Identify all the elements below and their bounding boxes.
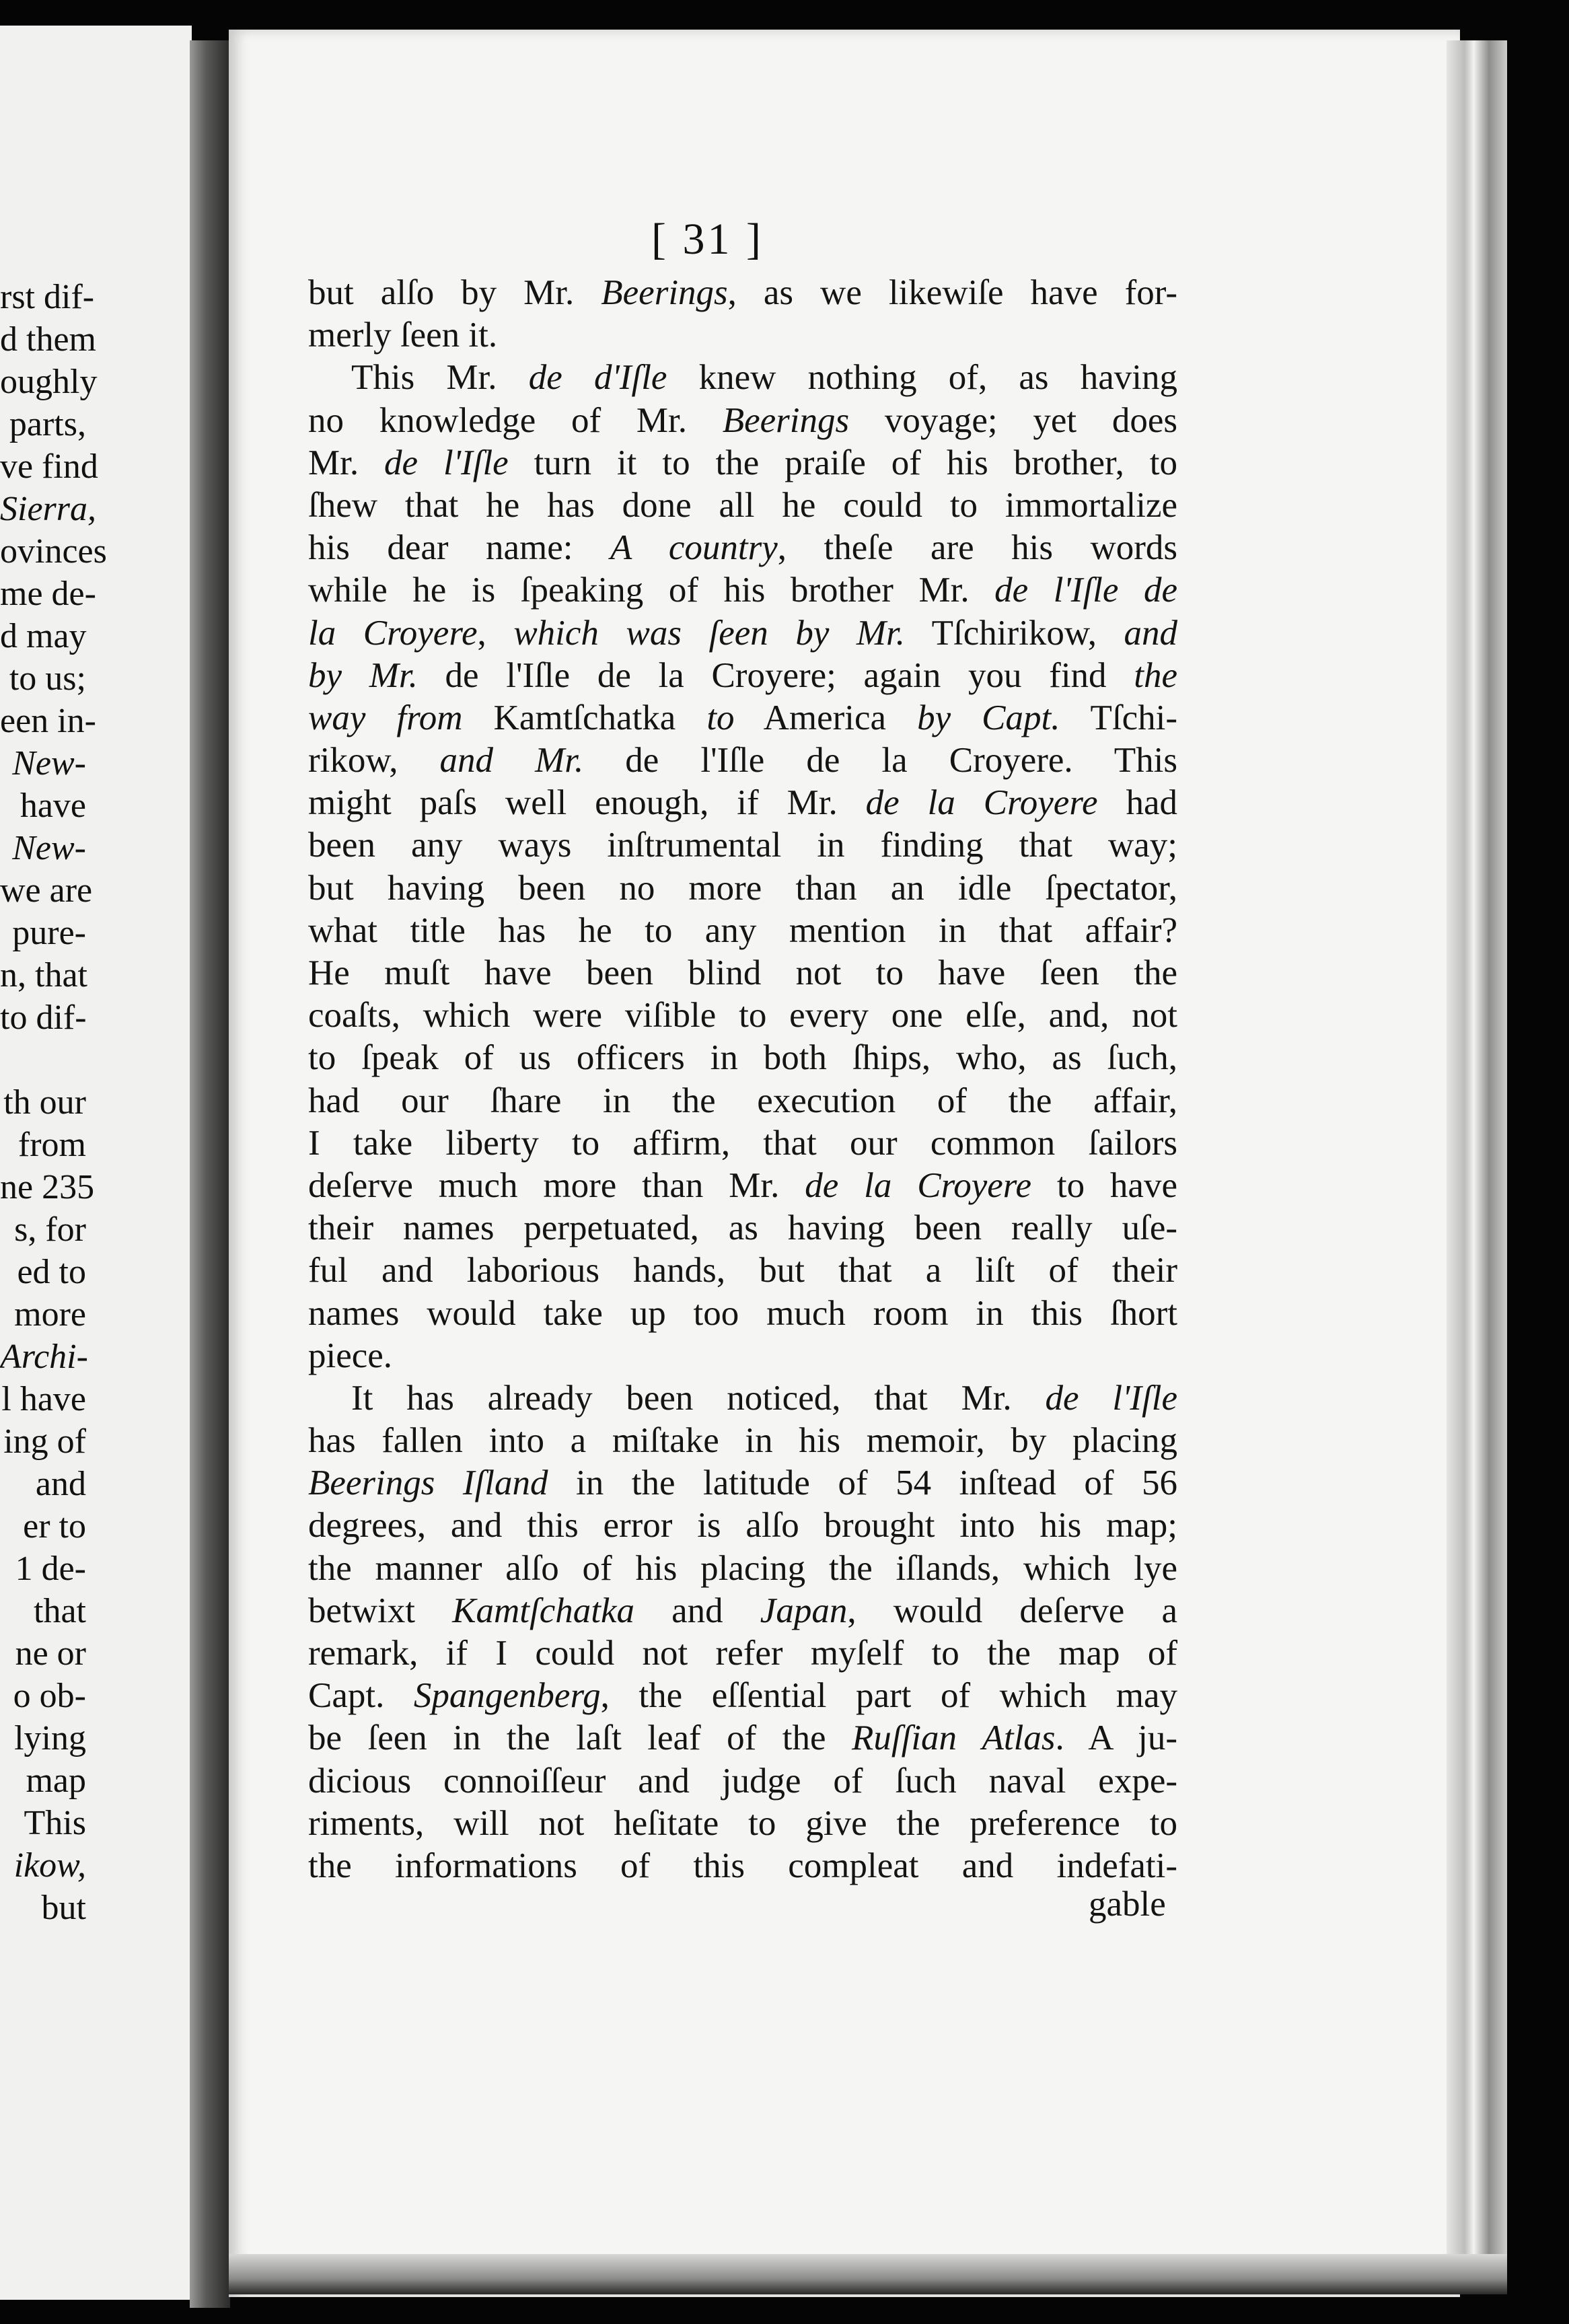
italic-text: Spangenberg xyxy=(413,1676,601,1716)
text-segment: ſhew that he has done all he could to immortalize xyxy=(308,485,1177,525)
text-line xyxy=(308,1462,1177,1504)
text-segment: ful and laborious hands, but that a liſt of their xyxy=(308,1251,1177,1291)
italic-text: A country xyxy=(610,528,778,568)
left-page-line: This xyxy=(24,1804,86,1842)
left-page-line: map xyxy=(26,1762,86,1800)
text-segment: had our ſhare in the execution of the affair, xyxy=(308,1081,1177,1120)
left-page-line: oughly xyxy=(0,363,98,401)
text-segment: merly ſeen it. xyxy=(308,316,498,355)
text-line xyxy=(308,1122,1177,1165)
text-line xyxy=(308,655,1177,697)
text-segment: Tſchi- xyxy=(1060,698,1177,737)
text-segment: , as we likewiſe have for- xyxy=(727,273,1177,312)
text-segment: what title has he to any mention in that affair? xyxy=(308,910,1177,950)
text-line xyxy=(308,484,1177,527)
italic-text: la Croyere xyxy=(308,613,478,653)
text-line xyxy=(308,1080,1177,1122)
text-line xyxy=(308,612,1177,655)
left-page-line: but xyxy=(41,1889,86,1927)
text-segment: the manner alſo of his placing the iſlands, which lye xyxy=(308,1548,1177,1588)
text-segment: and xyxy=(634,1591,760,1630)
italic-text: and Mr. xyxy=(439,741,584,780)
left-page-line: ve find xyxy=(0,447,98,486)
text-segment: while he is ſpeaking of his brother Mr. xyxy=(308,571,995,610)
text-segment: in the latitude of 54 inſtead of 56 xyxy=(548,1463,1178,1503)
text-segment: be ſeen in the laſt leaf of the xyxy=(308,1718,852,1758)
text-line xyxy=(308,527,1177,569)
left-page-line: d may xyxy=(0,617,87,655)
left-page-line: ovinces xyxy=(0,532,107,571)
left-page-line: me de- xyxy=(0,575,96,613)
text-line xyxy=(308,1335,1177,1377)
text-segment: has fallen into a miſtake in his memoir, by placing xyxy=(308,1421,1177,1461)
left-page-line: lying xyxy=(14,1719,86,1757)
text-line xyxy=(308,1293,1177,1335)
text-line xyxy=(308,272,1177,314)
left-page-line: een in- xyxy=(0,702,96,740)
italic-text: de la Croyere xyxy=(805,1165,1031,1205)
left-page-line: ing of xyxy=(3,1422,86,1461)
text-segment: rikow, xyxy=(308,741,440,780)
text-segment: deſerve much more than Mr. xyxy=(308,1165,805,1205)
left-page-line: parts, xyxy=(9,405,86,443)
left-page-line: o ob- xyxy=(13,1677,86,1715)
text-line xyxy=(308,1590,1177,1632)
text-line xyxy=(308,1760,1177,1803)
italic-text: which was ſeen by Mr. xyxy=(513,613,906,653)
italic-text: de d'Iſle xyxy=(528,358,667,398)
text-line xyxy=(308,357,1177,399)
text-segment: but alſo by Mr. xyxy=(308,273,601,312)
text-segment: , xyxy=(477,613,514,653)
text-segment: no knowledge of Mr. xyxy=(308,400,723,440)
page-bottom-edge xyxy=(229,2254,1507,2294)
left-page-line: rst dif- xyxy=(0,278,95,316)
text-line xyxy=(308,952,1177,994)
text-segment: riments, will not heſitate to give the preference to xyxy=(308,1803,1177,1843)
catchword: gable xyxy=(1089,1885,1166,1924)
text-segment: Capt. xyxy=(308,1676,414,1716)
italic-text: Ruſſian Atlas xyxy=(852,1718,1056,1758)
text-line xyxy=(308,314,1177,357)
italic-text: Japan xyxy=(760,1591,848,1630)
page-edges xyxy=(1447,40,1507,2274)
italic-text: by Mr. xyxy=(308,655,418,695)
text-line xyxy=(308,1377,1177,1420)
text-line xyxy=(308,782,1177,824)
left-page-line: to dif- xyxy=(0,998,87,1037)
text-segment: de l'Iſle de la Croyere. This xyxy=(583,741,1177,780)
text-line xyxy=(308,400,1177,442)
left-page-line: Archi- xyxy=(0,1338,88,1376)
text-segment: remark, if I could not refer myſelf to the map of xyxy=(308,1634,1177,1673)
text-segment: knew nothing of, as having xyxy=(667,358,1178,398)
text-segment: , the eſſential part of which may xyxy=(600,1676,1177,1716)
left-page-line: 1 de- xyxy=(15,1550,86,1588)
text-line xyxy=(308,1632,1177,1675)
text-segment: names would take up too much room in this ſhort xyxy=(308,1293,1177,1333)
body-text xyxy=(308,272,1177,1887)
left-page-line: Sierra, xyxy=(0,490,96,528)
italic-text: de l'Iſle xyxy=(1045,1378,1177,1418)
left-page-line: ne or xyxy=(15,1634,86,1673)
left-page-line: ne 235 xyxy=(0,1168,95,1206)
italic-text: de l'Iſle de xyxy=(994,571,1178,610)
text-line xyxy=(308,1420,1177,1462)
left-page xyxy=(0,26,192,2300)
left-page-line xyxy=(0,1039,86,1081)
left-page-line: er to xyxy=(23,1507,86,1546)
left-page-line: d them xyxy=(0,320,96,359)
text-segment: had xyxy=(1097,783,1177,823)
text-segment: de l'Iſle de la Croyere; again you find xyxy=(417,655,1134,695)
text-segment: He muſt have been blind not to have ſeen the xyxy=(308,953,1177,992)
left-page-line: we are xyxy=(0,871,93,910)
text-segment: , would deſerve a xyxy=(847,1591,1177,1630)
text-segment: their names perpetuated, as having been really uſe- xyxy=(308,1208,1177,1248)
text-segment: to ſpeak of us officers in both ſhips, who, as ſuch, xyxy=(308,1038,1177,1078)
text-line xyxy=(308,867,1177,910)
left-page-line: ed to xyxy=(17,1253,86,1291)
text-segment: . A ju- xyxy=(1055,1718,1177,1758)
left-page-line: th our xyxy=(3,1083,86,1122)
italic-text: Beerings xyxy=(722,400,850,440)
text-segment: Tſchirikow, xyxy=(905,613,1124,653)
left-page-line: l have xyxy=(1,1380,86,1418)
left-page-line: pure- xyxy=(12,914,86,952)
text-line xyxy=(308,994,1177,1037)
text-segment: degrees, and this error is alſo brought into his map; xyxy=(308,1506,1177,1546)
text-segment: Mr. xyxy=(308,443,385,482)
left-page-line: New- xyxy=(12,829,86,867)
left-page-text xyxy=(0,276,107,1929)
left-page-line: and xyxy=(35,1465,86,1503)
left-page-line: from xyxy=(17,1126,86,1164)
text-line xyxy=(308,1845,1177,1887)
text-segment: turn it to the praiſe of his brother, to xyxy=(508,443,1177,482)
left-page-line: ikow, xyxy=(13,1846,86,1885)
text-segment: betwixt xyxy=(308,1591,453,1630)
text-segment: coaſts, which were viſible to every one elſe, and, not xyxy=(308,996,1177,1036)
left-page-line: to us; xyxy=(9,659,86,698)
text-segment: I take liberty to affirm, that our common ſailors xyxy=(308,1123,1177,1163)
text-segment: , theſe are his words xyxy=(777,528,1177,568)
italic-text: Beerings xyxy=(601,273,728,312)
text-line xyxy=(308,569,1177,612)
text-line xyxy=(308,1249,1177,1292)
italic-text: Beerings Iſland xyxy=(308,1463,548,1503)
text-line xyxy=(308,1548,1177,1590)
text-segment: It has already been noticed, that Mr. xyxy=(351,1378,1046,1418)
text-line xyxy=(308,1717,1177,1759)
text-segment: dicious connoiſſeur and judge of ſuch naval expe- xyxy=(308,1761,1177,1801)
text-line xyxy=(308,1504,1177,1547)
text-segment: his dear name: xyxy=(308,528,610,568)
italic-text: de la Croyere xyxy=(865,783,1098,823)
italic-text: to xyxy=(706,698,735,737)
left-page-line: s, for xyxy=(14,1210,86,1249)
italic-text: and xyxy=(1124,613,1177,653)
text-line xyxy=(308,739,1177,782)
text-segment: piece. xyxy=(308,1336,393,1375)
text-line xyxy=(308,910,1177,952)
text-segment: to have xyxy=(1031,1165,1177,1205)
text-line xyxy=(308,1207,1177,1249)
text-segment: the informations of this compleat and indefati- xyxy=(308,1846,1177,1885)
italic-text: Kamtſchatka xyxy=(452,1591,634,1630)
text-segment: America xyxy=(734,698,918,737)
text-segment: but having been no more than an idle ſpectator, xyxy=(308,868,1177,908)
left-page-line: n, that xyxy=(0,956,87,994)
text-segment: voyage; yet does xyxy=(849,400,1177,440)
italic-text: by Capt. xyxy=(917,698,1060,737)
italic-text: the xyxy=(1134,655,1177,695)
left-page-line: that xyxy=(34,1592,86,1630)
left-page-line: more xyxy=(14,1295,86,1334)
text-line xyxy=(308,1675,1177,1717)
text-line xyxy=(308,1803,1177,1845)
text-segment: might paſs well enough, if Mr. xyxy=(308,783,866,823)
text-line xyxy=(308,824,1177,867)
page-number: [ 31 ] xyxy=(651,215,764,264)
italic-text: de l'Iſle xyxy=(384,443,509,482)
text-line xyxy=(308,442,1177,484)
text-line xyxy=(308,697,1177,739)
left-page-line: have xyxy=(20,787,86,825)
text-line xyxy=(308,1037,1177,1079)
text-line xyxy=(308,1165,1177,1207)
text-segment: Kamtſchatka xyxy=(462,698,707,737)
text-segment: been any ways inſtrumental in finding that way; xyxy=(308,826,1177,865)
left-page-line: New- xyxy=(12,744,86,783)
book-gutter xyxy=(190,40,230,2308)
italic-text: way from xyxy=(308,698,463,737)
text-segment: This Mr. xyxy=(351,358,529,398)
